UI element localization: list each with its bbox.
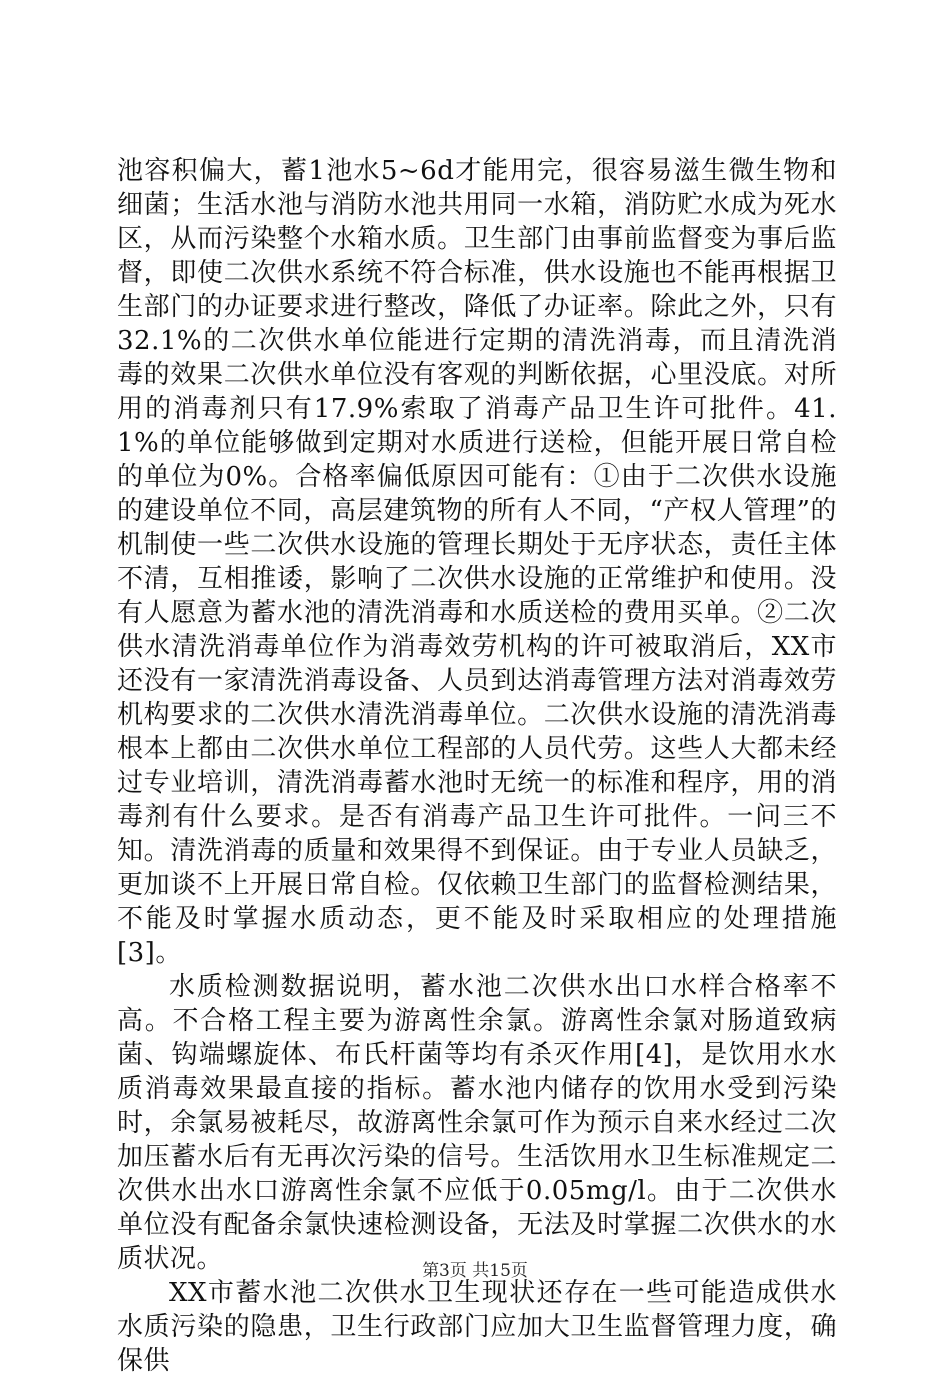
paragraph-1: 池容积偏大，蓄1池水5~6d才能用完，很容易滋生微生物和细菌；生活水池与消防水池共用同一水箱，消防贮水成为死水区，从而污染整个水箱水质。卫生部门由事前监督变为事后监督，即使二次供水系统不符合标准，供水设施也不能再根据卫生部门的办证要求进行整改，降低了办证率。除此之外，只有32.1%的二次供水单位能进行定期的清洗消毒，而且清洗消毒的效果二次供水单位没有客观的判断依据，心里没底。对所用的消毒剂只有17.9%索取了消毒产品卫生许可批件。41.1%的单位能够做到定期对水质进行送检，但能开展日常自检的单位为0%。合格率偏低原因可能有：①由于二次供水设施的建设单位不同，高层建筑物的所有人不同，“产权人管理”的机制使一些二次供水设施的管理长期处于无序状态，责任主体不清，互相推诿，影响了二次供水设施的正常维护和使用。没有人愿意为蓄水池的清洗消毒和水质送检的费用买单。②二次供水清洗消毒单位作为消毒效劳机构的许可被取消后，XX市还没有一家清洗消毒设备、人员到达消毒管理方法对消毒效劳机构要求的二次供水清洗消毒单位。二次供水设施的清洗消毒根本上都由二次供水单位工程部的人员代劳。这些人大都未经过专业培训，清洗消毒蓄水池时无统一的标准和程序，用的消毒剂有什么要求。是否有消毒产品卫生许可批件。一问三不知。清洗消毒的质量和效果得不到保证。由于专业人员缺乏，更加谈不上开展日常自检。仅依赖卫生部门的监督检测结果，不能及时掌握水质动态，更不能及时采取相应的处理措施[3]。 xyxy=(117,156,837,968)
page-footer: 第3页 共15页 xyxy=(422,1261,528,1281)
body-text xyxy=(117,154,837,1378)
paragraph-3: XX市蓄水池二次供水卫生现状还存在一些可能造成供水水质污染的隐患，卫生行政部门应加大卫生监督管理力度，确保供 xyxy=(117,1278,837,1376)
paragraph-2: 水质检测数据说明，蓄水池二次供水出口水样合格率不高。不合格工程主要为游离性余氯。游离性余氯对肠道致病菌、钩端螺旋体、布氏杆菌等均有杀灭作用[4]，是饮用水水质消毒效果最直接的指标。蓄水池内储存的饮用水受到污染时，余氯易被耗尽，故游离性余氯可作为预示自来水经过二次加压蓄水后有无再次污染的信号。生活饮用水卫生标准规定二次供水出水口游离性余氯不应低于0.05mg/l。由于二次供水单位没有配备余氯快速检测设备，无法及时掌握二次供水的水质状况。 xyxy=(117,972,837,1274)
